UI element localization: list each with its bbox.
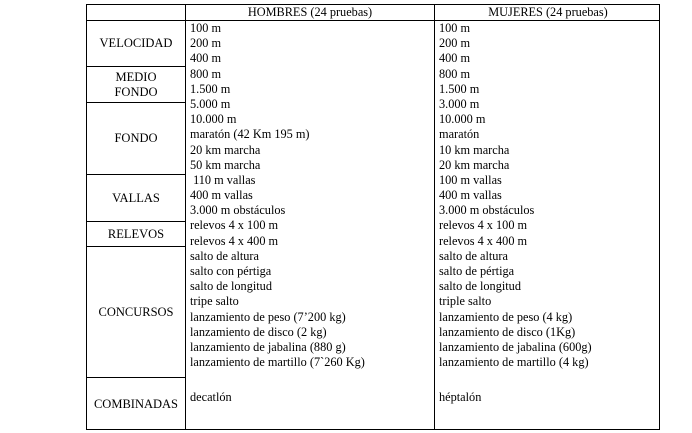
event-item: salto con pértiga	[190, 264, 272, 278]
men-combined-event: decatlón	[190, 390, 232, 404]
event-item: lanzamiento de disco (1Kg)	[439, 324, 576, 339]
event-item: 10.000 m	[190, 112, 237, 127]
event-item: 50 km marcha	[190, 157, 261, 172]
event-item: 10.000 m	[439, 112, 486, 127]
event-item: 10 km marcha	[439, 142, 510, 157]
event-item: 200 m	[439, 36, 471, 51]
event-item: 400 m vallas	[190, 188, 253, 203]
event-item: 100 m	[190, 21, 222, 35]
event-item: 400 m	[190, 51, 222, 66]
event-item: salto de pértiga	[439, 264, 515, 278]
event-item: salto de altura	[439, 248, 508, 263]
event-item: relevos 4 x 100 m	[190, 218, 279, 233]
event-item: tripe salto	[190, 294, 239, 309]
category-fondo: FONDO	[114, 131, 158, 145]
event-item: triple salto	[439, 294, 492, 309]
event-item: lanzamiento de martillo (4 kg)	[439, 355, 589, 370]
event-item: relevos 4 x 400 m	[190, 233, 279, 248]
category-relevos: RELEVOS	[107, 226, 165, 241]
category-velocidad: VELOCIDAD	[99, 36, 173, 50]
women-events	[439, 21, 592, 370]
event-item: 400 m vallas	[439, 188, 502, 203]
event-item: maratón (42 Km 195 m)	[190, 127, 310, 142]
event-item: 100 m vallas	[439, 172, 502, 187]
event-item: 800 m	[190, 66, 222, 81]
event-item: 20 km marcha	[439, 157, 510, 172]
event-item: 100 m	[439, 21, 471, 35]
event-item: lanzamiento de peso (7’200 kg)	[190, 309, 346, 324]
event-item: lanzamiento de jabalina (880 g)	[190, 339, 346, 354]
column-divider	[434, 5, 435, 429]
event-item: relevos 4 x 100 m	[439, 218, 528, 233]
event-item: lanzamiento de martillo (7`260 Kg)	[190, 355, 365, 370]
event-item: lanzamiento de peso (4 kg)	[439, 309, 573, 324]
event-item: 110 m vallas	[190, 172, 256, 187]
category-vallas: VALLAS	[112, 190, 160, 205]
events-table	[86, 4, 660, 430]
event-item: 3.000 m obstáculos	[439, 203, 535, 218]
column-divider	[185, 5, 186, 429]
event-item: 800 m	[439, 66, 471, 81]
men-events	[190, 21, 365, 370]
header-men: HOMBRES (24 pruebas)	[247, 5, 373, 19]
event-item: 1.500 m	[439, 81, 480, 96]
event-item: maratón	[439, 127, 480, 142]
category-combinadas: COMBINADAS	[93, 396, 179, 411]
event-item: 200 m	[190, 36, 222, 51]
event-item: lanzamiento de jabalina (600g)	[439, 339, 592, 354]
event-item: salto de longitud	[439, 279, 521, 294]
event-item: lanzamiento de disco (2 kg)	[190, 324, 327, 339]
event-item: 400 m	[439, 51, 471, 66]
event-item: 1.500 m	[190, 81, 231, 96]
women-combined-event: héptalón	[439, 390, 482, 404]
event-item: 3.000 m obstáculos	[190, 203, 286, 218]
category-concursos: CONCURSOS	[98, 304, 174, 319]
category-medio-fondo: MEDIO FONDO	[114, 69, 158, 99]
event-item: salto de altura	[190, 248, 259, 263]
event-item: 5.000 m	[190, 96, 231, 111]
event-item: salto de longitud	[190, 279, 272, 294]
event-item: 20 km marcha	[190, 142, 261, 157]
event-item: relevos 4 x 400 m	[439, 233, 528, 248]
event-item: 3.000 m	[439, 96, 480, 111]
header-women: MUJERES (24 pruebas)	[488, 5, 608, 19]
